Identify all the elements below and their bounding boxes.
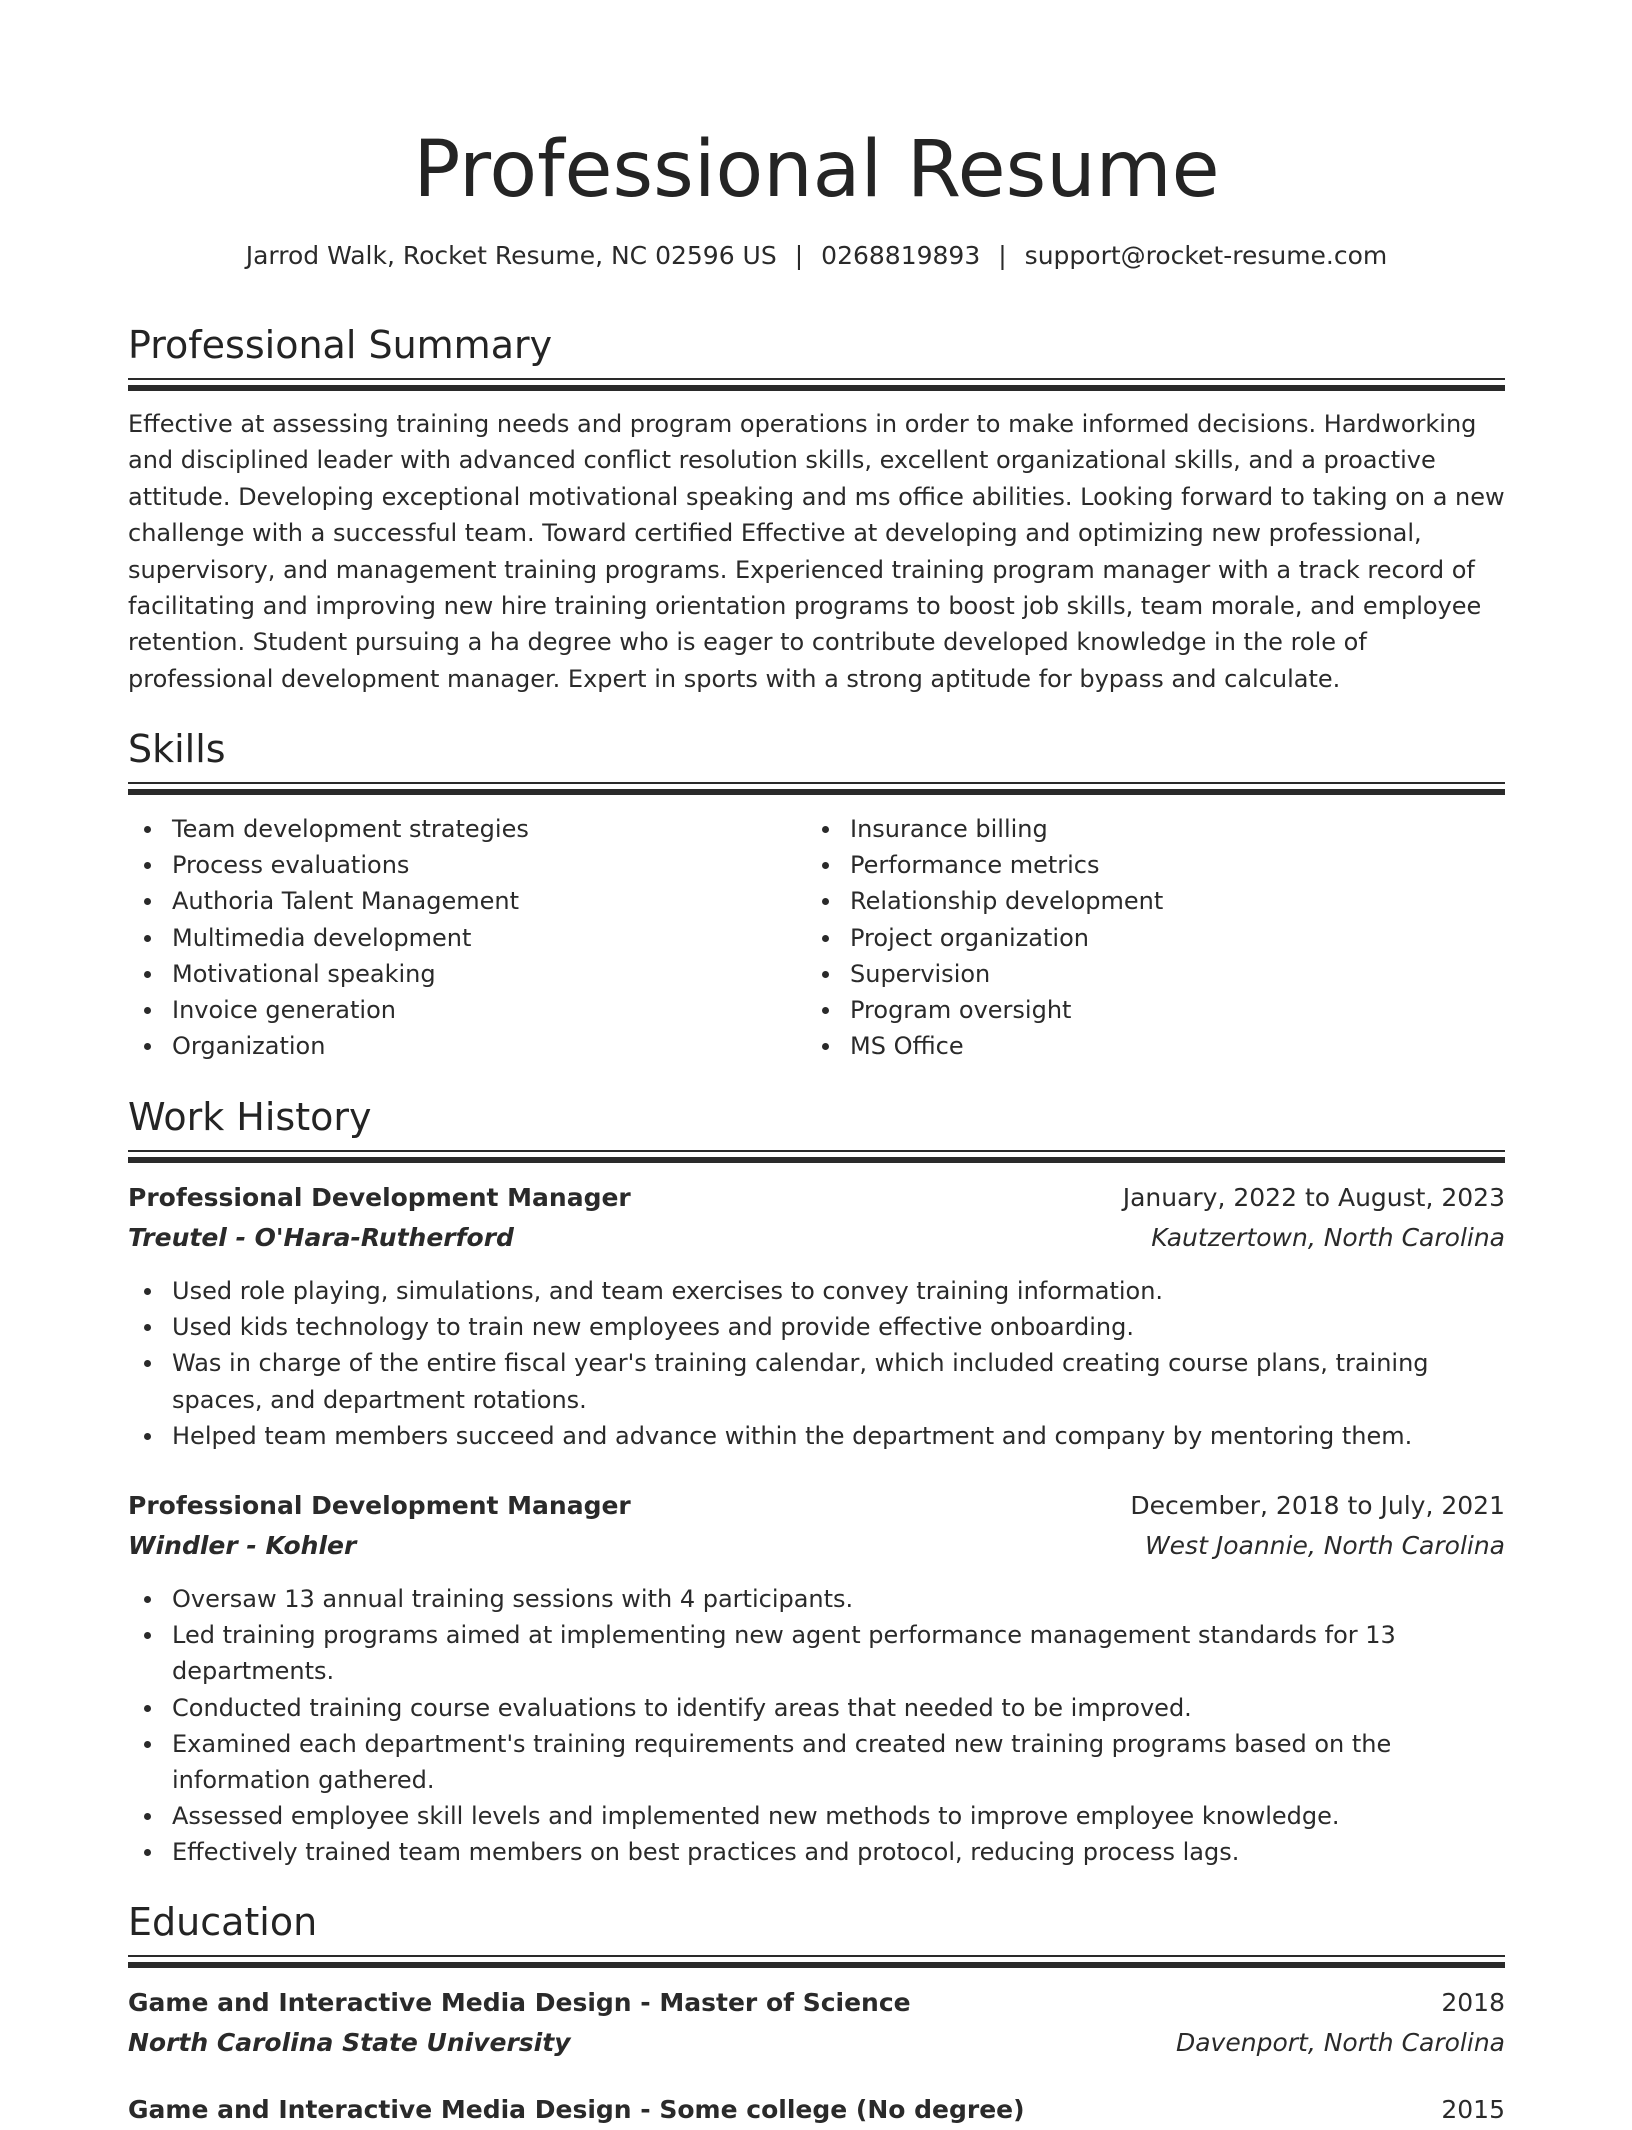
skill-item: Team development strategies: [172, 811, 748, 847]
section-divider: [128, 1962, 1505, 1968]
skills-list-right: [806, 811, 1426, 1064]
education-subheader: [128, 2023, 1505, 2063]
section-divider: [128, 1150, 1505, 1152]
job-bullet: Helped team members succeed and advance within the department and company by mentoring them.: [172, 1418, 1505, 1454]
job-bullet: Examined each department's training requirements and created new training programs based on the information gathered.: [172, 1726, 1505, 1798]
skills-section-heading: [128, 724, 1505, 774]
education-header: [128, 2090, 1505, 2130]
education-heading: Education: [128, 1900, 318, 1944]
section-divider: [128, 378, 1505, 380]
job-title: Professional Development Manager: [128, 1183, 631, 1212]
job-bullet: Used role playing, simulations, and team exercises to convey training information.: [172, 1273, 1505, 1309]
job-bullet: Conducted training course evaluations to identify areas that needed to be improved.: [172, 1690, 1505, 1726]
page-title: Professional Resume: [413, 125, 1220, 215]
contact-line: [128, 238, 1505, 274]
contact-separator: |: [794, 241, 804, 270]
contact-phone: 0268819893: [821, 241, 981, 270]
skill-item: Authoria Talent Management: [172, 883, 748, 919]
skills-heading: Skills: [128, 727, 226, 771]
skills-list-left: [128, 811, 748, 1064]
job-bullet: Oversaw 13 annual training sessions with 4 participants.: [172, 1581, 1505, 1617]
work-section-heading: [128, 1092, 1505, 1142]
summary-heading: Professional Summary: [128, 323, 553, 367]
contact-address: Jarrod Walk, Rocket Resume, NC 02596 US: [245, 241, 777, 270]
education-section-heading: [128, 1897, 1505, 1947]
section-divider: [128, 789, 1505, 795]
job-bullet-list: [128, 1273, 1505, 1454]
job-location: Kautzertown, North Carolina: [1151, 1223, 1505, 1252]
job-bullet: Used kids technology to train new employees and provide effective onboarding.: [172, 1309, 1505, 1345]
job-responsibilities: [128, 1581, 1505, 1871]
section-divider: [128, 1157, 1505, 1163]
job-bullet: Led training programs aimed at implementing new agent performance management standards for 13 departments.: [172, 1617, 1505, 1689]
job-location: West Joannie, North Carolina: [1144, 1531, 1505, 1560]
job-subheader: [128, 1526, 1505, 1566]
summary-section-heading: [128, 320, 1505, 370]
job-company: Windler - Kohler: [128, 1531, 357, 1560]
education-year: 2018: [1441, 1988, 1505, 2017]
skill-item: Program oversight: [850, 992, 1426, 1028]
skill-item: Organization: [172, 1028, 748, 1064]
job-header: [128, 1486, 1505, 1526]
job-title: Professional Development Manager: [128, 1491, 631, 1520]
skill-item: Invoice generation: [172, 992, 748, 1028]
education-degree: Game and Interactive Media Design - Some college (No degree): [128, 2095, 1025, 2124]
job-dates: December, 2018 to July, 2021: [1130, 1491, 1505, 1520]
skill-item: Supervision: [850, 956, 1426, 992]
job-responsibilities: [128, 1273, 1505, 1454]
skill-item: Multimedia development: [172, 920, 748, 956]
summary-text: Effective at assessing training needs and program operations in order to make informed decisions. Hardworking and disciplined leader with advanced conflict resolution skills, excellent organizational skills, and a proactive attitude. Developing exceptional motivational speaking and ms office abilities. Looking forward to taking on a new challenge with a successful team. Toward certified Effective at developing and optimizing new professional, supervisory, and management training programs. Experienced training program manager with a track record of facilitating and improving new hire training orientation programs to boost job skills, team morale, and employee retention. Student pursuing a ha degree who is eager to contribute developed knowledge in the role of professional development manager. Expert in sports with a strong aptitude for bypass and calculate.: [128, 410, 1505, 693]
job-bullet-list: [128, 1581, 1505, 1871]
education-location: Davenport, North Carolina: [1175, 2028, 1505, 2057]
section-divider: [128, 782, 1505, 784]
skills-column-left: [128, 811, 748, 1064]
job-bullet: Was in charge of the entire fiscal year's training calendar, which included creating course plans, training spaces, and department rotations.: [172, 1345, 1505, 1417]
skills-column-right: [806, 811, 1426, 1064]
contact-separator: |: [998, 241, 1007, 270]
work-heading: Work History: [128, 1095, 372, 1139]
job-dates: January, 2022 to August, 2023: [1122, 1183, 1505, 1212]
section-divider: [128, 1955, 1505, 1957]
education-header: [128, 1983, 1505, 2023]
skill-item: Insurance billing: [850, 811, 1426, 847]
job-company: Treutel - O'Hara-Rutherford: [128, 1223, 514, 1252]
skill-item: Performance metrics: [850, 847, 1426, 883]
contact-email[interactable]: support@rocket-resume.com: [1024, 241, 1388, 270]
job-bullet: Effectively trained team members on best practices and protocol, reducing process lags.: [172, 1834, 1505, 1870]
section-divider: [128, 385, 1505, 391]
education-degree: Game and Interactive Media Design - Master of Science: [128, 1988, 911, 2017]
education-year: 2015: [1441, 2095, 1505, 2124]
job-header: [128, 1178, 1505, 1218]
education-school: North Carolina State University: [128, 2028, 571, 2057]
job-bullet: Assessed employee skill levels and implemented new methods to improve employee knowledge.: [172, 1798, 1505, 1834]
skill-item: Motivational speaking: [172, 956, 748, 992]
skill-item: Project organization: [850, 920, 1426, 956]
skill-item: Process evaluations: [172, 847, 748, 883]
job-subheader: [128, 1218, 1505, 1258]
skill-item: Relationship development: [850, 883, 1426, 919]
skill-item: MS Office: [850, 1028, 1426, 1064]
